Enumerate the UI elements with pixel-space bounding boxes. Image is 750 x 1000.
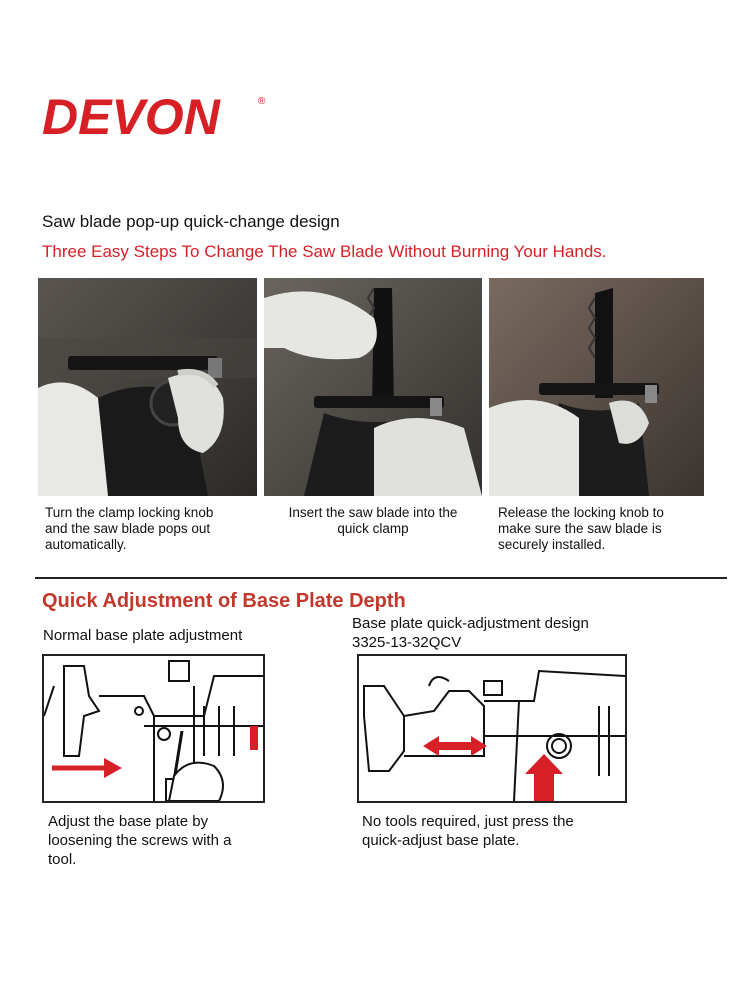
step-1-caption-line: automatically. (45, 537, 127, 552)
brand-logo: DEVON (42, 89, 220, 145)
step-2-caption-line: quick clamp (337, 521, 409, 536)
step-3-caption-line: Release the locking knob to (498, 505, 664, 520)
quick-caption-line: No tools required, just press the (362, 813, 574, 830)
normal-caption-line: loosening the screws with a (48, 832, 232, 849)
page-red-title: Three Easy Steps To Change The Saw Blade Without Burning Your Hands. (42, 242, 607, 261)
step-1-caption (45, 505, 260, 553)
normal-caption-line: tool. (48, 851, 77, 868)
step-1-caption-line: Turn the clamp locking knob (45, 505, 214, 520)
model-number: 3325-13-32QCV (352, 634, 462, 651)
section-title: Quick Adjustment of Base Plate Depth (42, 590, 406, 612)
quick-adjustment-diagram (357, 654, 627, 803)
normal-adjustment-caption (48, 812, 278, 869)
quick-adjustment-label-line: Base plate quick-adjustment design (352, 615, 589, 632)
step-3-caption-line: securely installed. (498, 537, 606, 552)
registered-mark: ® (258, 96, 266, 107)
quick-adjustment-label (352, 614, 589, 652)
step-2-caption (266, 505, 480, 537)
normal-caption-line: Adjust the base plate by (48, 813, 209, 830)
step-3-caption-line: make sure the saw blade is (498, 521, 662, 536)
step-2-photo (264, 278, 482, 496)
step-1-caption-line: and the saw blade pops out (45, 521, 211, 536)
normal-adjustment-diagram (42, 654, 265, 803)
step-3-photo (489, 278, 704, 496)
section-divider (35, 577, 727, 579)
step-1-photo (38, 278, 257, 496)
page-subtitle: Saw blade pop-up quick-change design (42, 212, 340, 231)
quick-caption-line: quick-adjust base plate. (362, 832, 520, 849)
step-3-caption (498, 505, 713, 553)
step-2-caption-line: Insert the saw blade into the (288, 505, 458, 520)
normal-adjustment-label: Normal base plate adjustment (43, 627, 243, 644)
quick-adjustment-caption (362, 812, 632, 850)
